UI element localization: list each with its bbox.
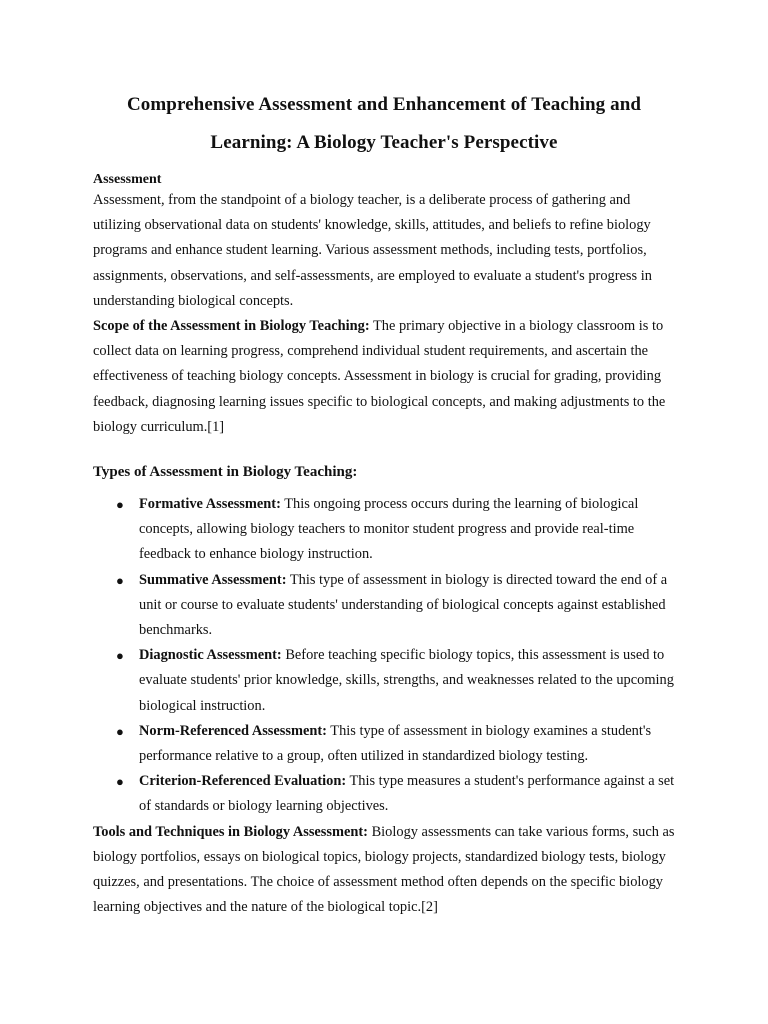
tools-label: Tools and Techniques in Biology Assessment:: [93, 823, 368, 840]
norm-referenced-text: This type of assessment in biology examines a student's performance relative to a group, often utilized in standardized biology testing.: [139, 722, 652, 765]
criterion-referenced-text: This type measures a student's performance against a set of standards or biology learning objectives.: [139, 773, 675, 815]
formative-label: Formative Assessment:: [139, 496, 281, 513]
list-item-criterion-referenced: [93, 769, 675, 819]
scope-paragraph: [93, 314, 675, 440]
bullet-icon: ●: [116, 572, 124, 588]
tools-text: Biology assessments can take various forms, such as biology portfolios, essays on biological topics, biology projects, standardized biology tests, biology quizzes, and presentations. The choice of assessment method often depends on the specific biology learning objectives and the nature of the biological topic.[2]: [93, 823, 675, 916]
list-item-summative: [93, 568, 675, 644]
bullet-icon: ●: [116, 723, 124, 739]
title-line-2: Learning: A Biology Teacher's Perspective: [210, 132, 558, 153]
scope-label: Scope of the Assessment in Biology Teaching:: [93, 318, 370, 335]
assessment-types-list: [93, 492, 675, 820]
bullet-icon: ●: [116, 648, 124, 664]
assessment-heading: Assessment: [93, 172, 162, 187]
diagnostic-text: Before teaching specific biology topics, this assessment is used to evaluate students' prior knowledge, skills, strengths, and weaknesses related to the upcoming biological instruction.: [139, 647, 674, 714]
list-item-formative: [93, 492, 675, 568]
summative-text: This type of assessment in biology is directed toward the end of a unit or course to evaluate students' understanding of biological concepts against established benchmarks.: [139, 571, 668, 639]
bullet-icon: ●: [116, 774, 124, 790]
assessment-paragraph: Assessment, from the standpoint of a biology teacher, is a deliberate process of gathering and utilizing observational data on students' knowledge, skills, attitudes, and beliefs to refine biology programs and enhance student learning. Various assessment methods, including tests, portfolios, assignments, observations, and self-assessments, are employed to evaluate a student's progress in understanding biological concepts.: [93, 192, 652, 309]
criterion-referenced-label: Criterion-Referenced Evaluation:: [139, 773, 347, 790]
title-line-1: Comprehensive Assessment and Enhancement of Teaching and: [126, 94, 642, 115]
summative-label: Summative Assessment:: [139, 571, 287, 588]
diagnostic-label: Diagnostic Assessment:: [139, 647, 282, 664]
document-title: [93, 86, 675, 162]
types-heading: Types of Assessment in Biology Teaching:: [93, 464, 358, 481]
formative-text: This ongoing process occurs during the learning of biological concepts, allowing biology teachers to monitor student progress and provide real-time feedback to enhance biology instruction.: [139, 496, 639, 563]
tools-paragraph: [93, 820, 675, 921]
list-item-diagnostic: [93, 643, 675, 719]
list-item-norm-referenced: [93, 719, 675, 769]
scope-text: The primary objective in a biology classroom is to collect data on learning progress, comprehend individual student requirements, and ascertain the effectiveness of teaching biology concepts. Assessment in biology is crucial for grading, providing feedback, diagnosing learning issues specific to biological concepts, and making adjustments to the biology curriculum.[1]: [93, 318, 666, 435]
bullet-icon: ●: [116, 497, 124, 513]
norm-referenced-label: Norm-Referenced Assessment:: [139, 722, 327, 739]
